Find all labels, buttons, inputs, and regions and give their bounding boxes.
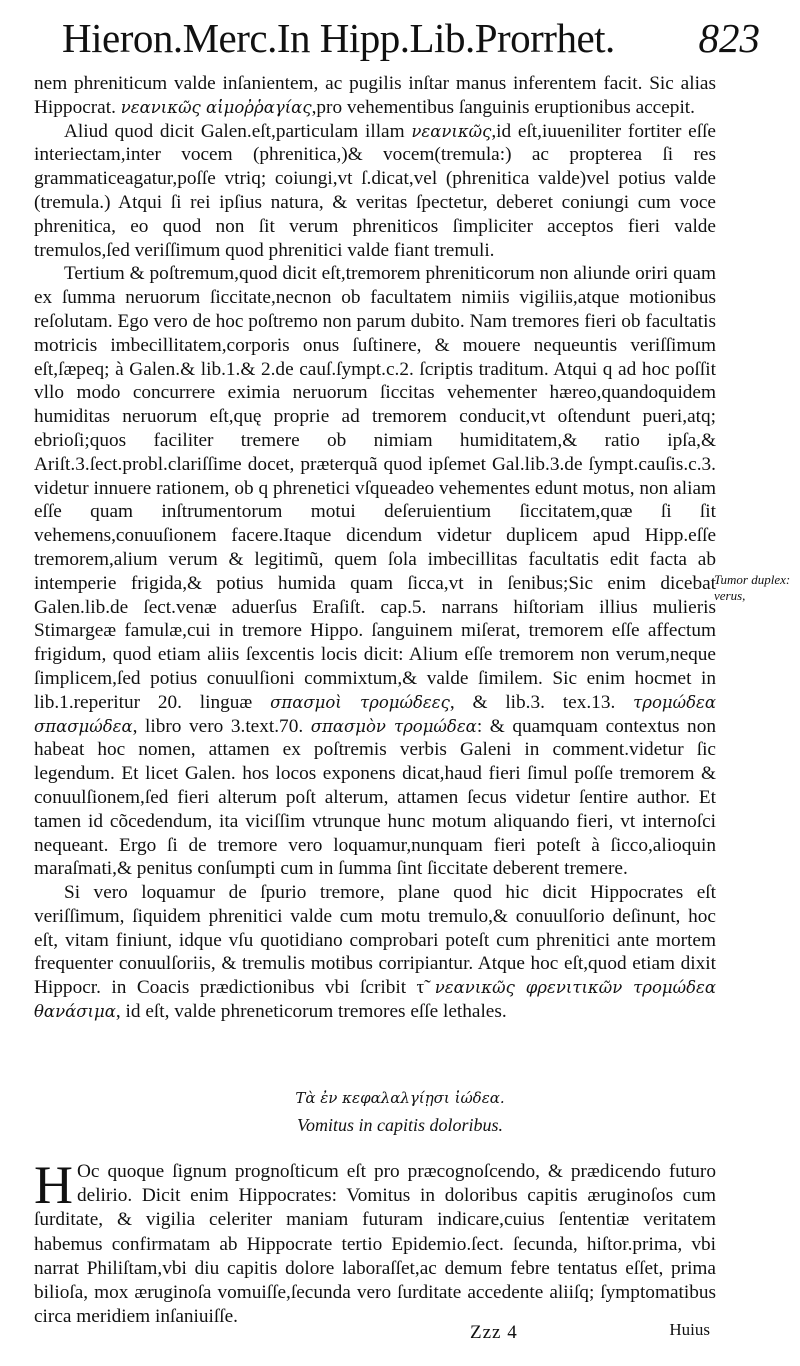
body-paragraph [34,881,716,1024]
text-run: : & quamquam contextus non habeat hoc nomen, attamen ex poſtremis verbis Galeni in comment.videtur ſic legendum. Et licet Galen. hos locos exponens dicat,haud fieri ſimul poſſe tremorem & conuulſionem,ſed fieri alterum poſt alterum, attamen ſecus videtur ſentire author. Et tamen id cõcedendum, ita viciſſim vtrunque hunc motum aliquando fieri, vt internoſci nequeant. Ergo ſi de tremore vero loquamur,nunquam fieri poteſt à ſicco,alioquin maraſmati,& penitus conſumpti cum in ſumma ſint ſiccitate deberent tremere. [34,715,716,880]
body-paragraph [34,72,716,120]
text-run: Aliud quod dicit Galen.eſt,particulam illam [64,120,412,142]
section-heading-latin: Vomitus in capitis doloribus. [296,1115,503,1135]
section-heading-greek: Τὰ ἐν κεφαλαλγίῃσι ἰώδεα. [295,1089,505,1107]
text-run: nem phreniticum valde inſanientem, ac pugilis inſtar manus inferentem facit. Sic alias Hippocrat. [34,73,716,118]
greek-phrase: νεανικῶς [411,121,492,141]
body-paragraph [34,120,716,263]
running-title: Hieron.Merc.In Hipp.Lib.Prorrhet. [62,15,615,61]
greek-phrase: νεανικῶς φρενιτικῶν τρομώδεα θανάσιμα [34,978,717,1022]
greek-phrase: νεανικῶς αἱμοῤῥαγίας [120,97,312,117]
signature-mark: Zzz 4 [470,1322,518,1343]
final-paragraph-text: Oc quoque ſignum prognoſticum eſt pro præcognoſcendo, & prædicendo futuro delirio. Dicit enim Hippocrates: Vomitus in doloribus capitis æruginoſos cum ſurditate, & vigilia celeriter maniam futuram indicare,cuius ſententiæ veritatem habemus confirmatam ab Hippocrate tertio Epidemio.ſect. ſecunda, hiſtor.prima, vbi narrat Philiſtam,vbi diu capitis dolore laboraſſet,ac demum febre tentatus eſſet, prima bilioſa, mox æruginoſa vomuiſſe,ſecunda vero ſurditate accedente aliiſq; ſymptomatibus circa meridiem inſaniuiſſe. [34,1161,716,1328]
greek-phrase: σπασμοὶ τρομώδεες [270,692,450,712]
greek-phrase: τρομώδεα σπασμώδεα [34,692,716,736]
margin-note: Tumor duplex: verus, [714,572,791,603]
drop-cap: H [34,1155,73,1215]
greek-phrase: σπασμὸν τρομώδεα [310,716,477,736]
running-head [62,14,760,70]
text-run: ,pro vehementibus ſanguinis eruptionibus accepit. [311,96,695,118]
page-number: 823 [698,15,760,61]
final-paragraph [34,1155,716,1329]
text-run: , id eſt, valde phreneticorum tremores eſſe lethales. [115,1001,507,1023]
text-run: , libro vero 3.text.70. [132,715,311,737]
text-run: Tertium & poſtremum,quod dicit eſt,tremorem phreniticorum non aliunde oriri quam ex ſumma neruorum ſiccitate,necnon ob facultatem nimiis vigiliis,atque motionibus reſolutam. Ego vero de hoc poſtremo non parum dubito. Nam tremores fieri ob facultatis motricis imbecillitatem,corporis onus ſuſtinere, & mouere nequeuntis veriſſimum eſt,ſæpeq; à Galen.& lib.1.& 2.de cauſ.ſympt.c.2. ſcriptis traditum. Atqui q ad hoc poſſit vllo modo concurrere eximia neruorum ſiccitas vehementer hæreo,quandoquidem humiditas neruorum eſt,quę proprie ad tremorem conducit,vt oſtendunt pueri,atq; ebrioſi;quos faciliter tremere ob nimiam humiditatem,& ratio ipſa,& Ariſt.3.ſect.probl.clariſſime docet, præterquã quod ipſemet Gal.lib.3.de ſympt.cauſis.c.3. videtur innuere rationem, ob q phrenetici vſqueadeo vehementes edunt motus, non aliam eſſe quam inſtrumentorum motui deſeruientium ſiccitatem,quæ ſi ſit vehemens,conuuſionem facere.Itaque dicendum videtur duplicem apud Hipp.eſſe tremorem,alium verum & legitimũ, quem ſola imbecillitas facultatis edit facta ab intemperie frigida,& potius humida quam ſicca,vt in ſenibus;Sic enim dicebat Galen.lib.de ſect.venæ aduerſus Eraſiſt. cap.5. narrans hiſtoriam illius mulieris Stimargeæ famulæ,cui in tremore Hippo. ſanguinem miſerat, tremorem eſſe affectum frigidum, quod etiam aliis ſexcentis locis dicit: Alium eſſe tremorem non verum,neque ſimplicem,ſed potius conuulſioni commixtum,& valde ſimilem. Sic enim hocmet in lib.1.reperitur 20. linguæ [34,263,716,713]
text-run: Si vero loquamur de ſpurio tremore, plane quod hic dicit Hippocrates eſt veriſſimum, ſiquidem phrenitici valde cum motu tremulo,& conuulſorio deſinunt, hoc eſt, vitam finiunt, idque vſu quotidiano comprobari poteſt cum phrenitici ante mortem frequenter conuulſoriis, & tremulis motibus corripiantur. Atque hoc eſt,quod etiam dixit Hippocr. in Coacis prædictionibus vbi ſcribit τ̃ [34,882,716,999]
text-run: ,id eſt,iuueniliter fortiter eſſe interiectam,inter vocem (phrenitica,)& vocem(tremula:) ac propterea ſi res grammaticeagatur,poſſe vtriq; coiungi,vt ſ.dicat,vel (phrenitica valde)vel potius valde (tremula.) Atqui ſi rei ipſius natura, & veritas ſpectetur, deberet coniungi cum voce phrenitica, eo quod non ſit verum phreniticos ſimpliciter acceptos fieri valde tremulos,ſed veriſſimum quod phrenitici valde fiant tremuli. [34,120,716,261]
body-paragraph [34,262,716,881]
main-text-block [34,72,716,1024]
catchword: Huius [669,1320,710,1339]
text-run: , & lib.3. tex.13. [449,691,634,713]
